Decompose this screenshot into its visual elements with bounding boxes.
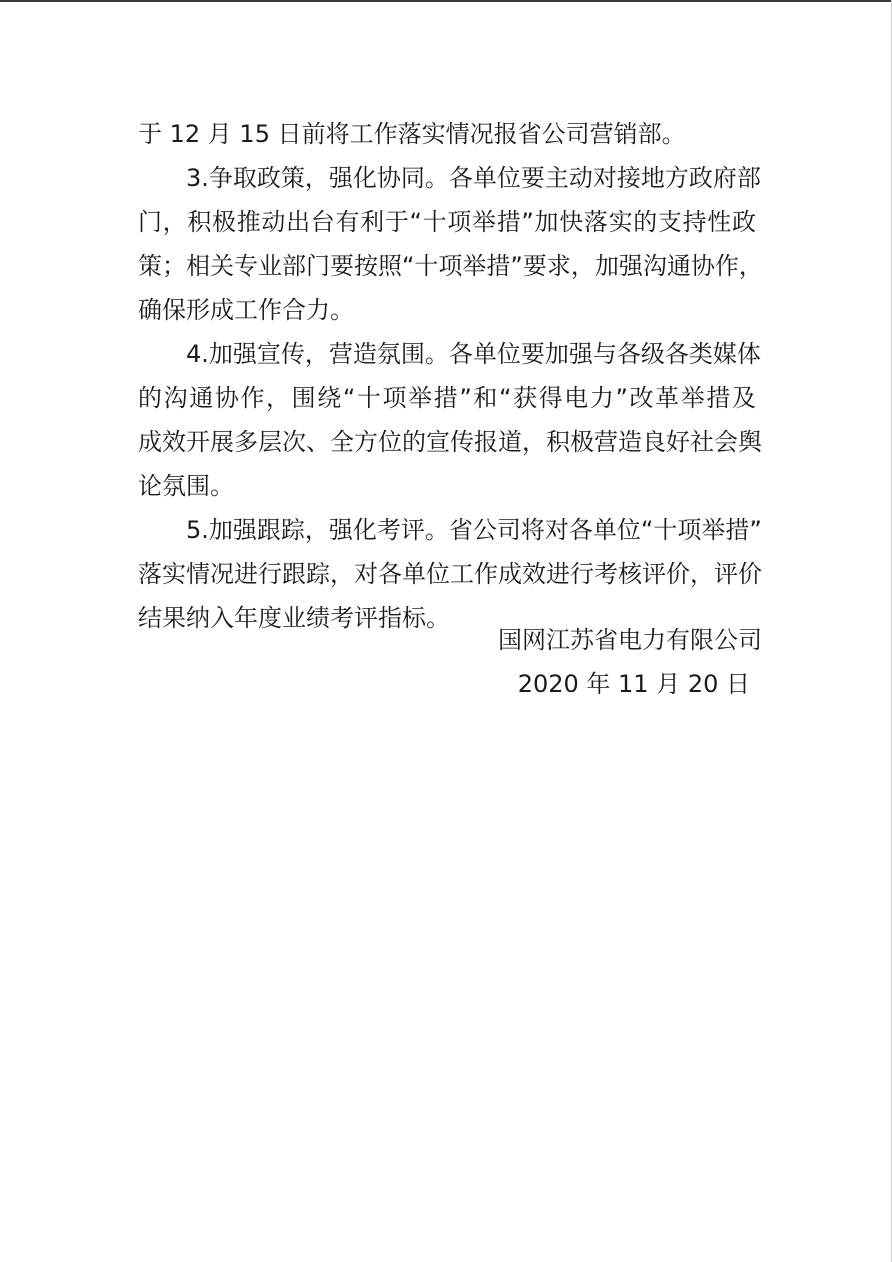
paragraph-line-1: 于 12 月 15 日前将工作落实情况报省公司营销部。 [138,120,686,148]
paragraph-5-line-2: 落实情况进行跟踪，对各单位工作成效进行考核评价，评价 [138,560,762,588]
paragraph-3-line-3: 策；相关专业部门要按照“十项举措”要求，加强沟通协作， [138,252,763,280]
page-top-border [0,0,892,2]
paragraph-4-line-4: 论氛围。 [138,472,234,500]
signature-organization: 国网江苏省电力有限公司 [498,626,762,654]
signature-date: 2020 年 11 月 20 日 [517,670,750,698]
paragraph-3-line-4: 确保形成工作合力。 [138,296,354,324]
paragraph-3-line-2: 门，积极推动出台有利于“十项举措”加快落实的支持性政 [138,208,756,236]
paragraph-4-heading-line: 4.加强宣传，营造氛围。各单位要加强与各级各类媒体 [186,340,761,368]
paragraph-5-heading-line: 5.加强跟踪，强化考评。省公司将对各单位“十项举措” [186,516,762,544]
paragraph-4-line-3: 成效开展多层次、全方位的宣传报道，积极营造良好社会舆 [138,428,762,456]
paragraph-3-heading-line: 3.争取政策，强化协同。各单位要主动对接地方政府部 [186,164,761,192]
paragraph-5-line-3: 结果纳入年度业绩考评指标。 [138,604,450,632]
paragraph-4-line-2: 的沟通协作，围绕“十项举措”和“获得电力”改革举措及 [138,384,756,412]
